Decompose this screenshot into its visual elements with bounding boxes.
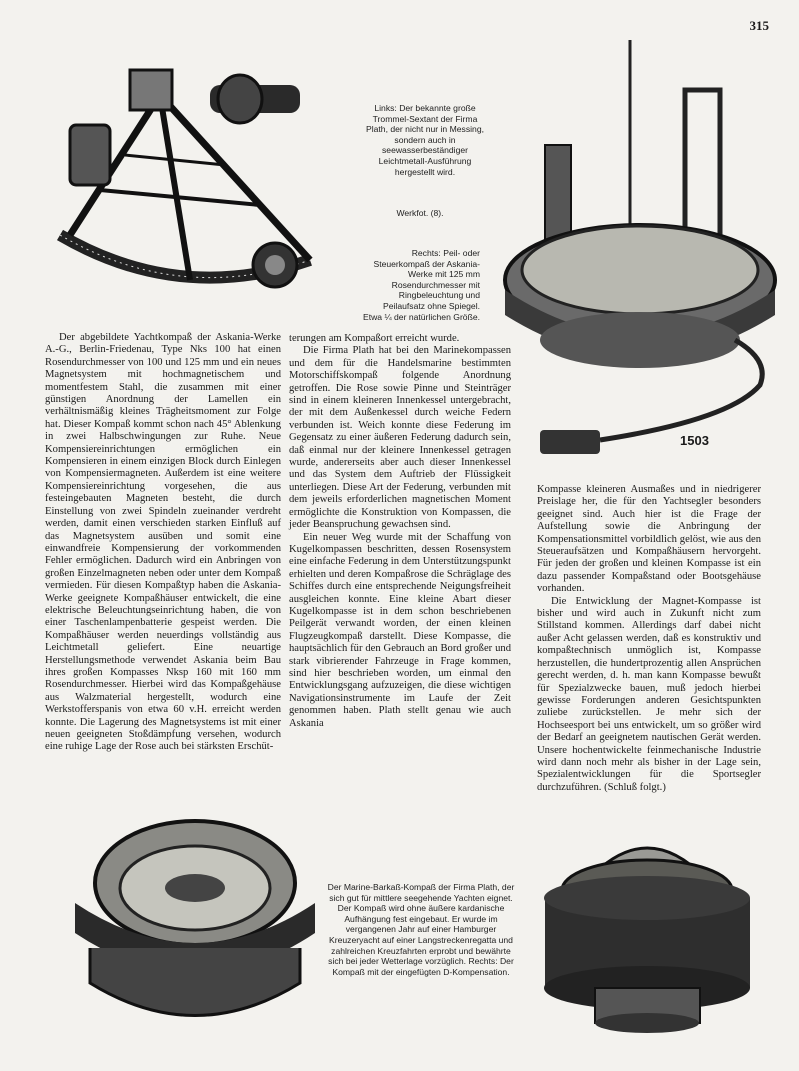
paragraph: Die Firma Plath hat bei den Marinekompassen und dem für die Handelsmarine bestimmten Motorschiffskompaß folgende Anordnung getroffen. Die Rose sowie Pinne und Steinträger sind in einem kleineren Innenkessel untergebracht, der mit dem Außenkessel durch weiche Federn verbunden ist. Weich konnte diese Federung im Gegensatz zu einer äußeren Federung dadurch sein, daß einmal nur der kleinere Innenkessel getragen wurde, andererseits aber auch dieser Innenkessel und das System dem Auftrieb der Flüssigkeit unterliegen. Diese Art der Federung, verbunden mit dem jeweils erforderlichen magnetischen Moment ermöglichte die Konstruktion von Kompassen, die jeder Beanspruchung gewachsen sind. <box>289 345 511 531</box>
sextant-photo <box>40 55 330 310</box>
peilkompass-caption: Rechts: Peil- oder Steuerkompaß der Askania-Werke mit 125 mm Rosendurchmesser mit Ringbeleuchtung und Peilaufsatz ohne Spiegel. Etwa ¼ der natürlichen Größe. <box>362 248 480 322</box>
peilkompass-photo <box>490 40 790 470</box>
photo-credit: Werkfot. (8). <box>396 208 444 218</box>
text-column-3 <box>537 484 761 794</box>
text-column-2 <box>289 333 511 730</box>
text-column-1 <box>45 332 281 754</box>
paragraph: Die Entwicklung der Magnet-Kompasse ist bisher und wird auch in Zukunft nicht zum Stillstand kommen. Allerdings darf dabei nicht außer Acht gelassen werden, daß es konstruktiv und kompaßtechnisch unmöglich ist, Kompasse herzustellen, die hundertprozentig allen Ansprüchen gerecht werden, d. h. man kann Kompasse bewußt für Spezialzwecke bauen, muß jedoch hierbei gewisse Forderungen anderen Gesichtspunkten zuliebe zurückstellen. Je mehr sich der Hochseesport bei uns entwickelt, um so größer wird der Bedarf an geeignetem nautischen Gerät werden. Unsere hochentwickelte feinmechanische Industrie wird dann noch mehr als bisher in der Lage sein, Spezialentwicklungen für die Sportsegler durchzuführen. (Schluß folgt.) <box>537 595 761 793</box>
sextant-caption: Links: Der bekannte große Trommel-Sextant der Firma Plath, der nicht nur in Messing, sondern auch in seewasserbeständiger Leichtmetall-Ausführung hergestellt wird. <box>366 103 484 177</box>
paragraph: Kompasse kleineren Ausmaßes und in niedrigerer Preislage her, die für den Yachtsegler besonders geeignet sind. Auch hier ist die Frage der Aufstellung sowie die Anbringung der Kompensationsmittel vorbildlich gelöst, wie aus den Steueraufsätzen und Kompaßhäusern hervorgeht. Für jeden der großen und kleinen Kompasse ist ein dazu passender Kompaßstand oder Bootsgehäuse vorhanden. <box>537 484 761 595</box>
barkass-compass-photo <box>70 808 320 1040</box>
paragraph: Der abgebildete Yachtkompaß der Askania-Werke A.-G., Berlin-Friedenau, Type Nks 100 hat einen Rosendurchmesser von 100 und 125 mm und ein neues Magnetsystem mit hochmagnetischem und momentfestem Stahl, die zusammen mit einer günstigen Anordnung der Lamellen ein verhältnismäßig kleines Trägheitsmoment zur Folge hat. Dieser Kompaß kommt schon nach 45° Ablenkung in zwei Halbschwingungen zur Ruhe. Neue Kompensiereinrichtungen ermöglichen ein Kompensieren in einem einzigen Block durch Einlegen von Kompensiermagneten. Außerdem ist eine weitere Kompensiereinrichtung vorgesehen, die aus festeingebauten Magneten besteht, die durch Einstellung von zwei Spindeln zueinander verdreht werden, damit einen verschieden starken Einfluß auf das Magnetsystem ausüben und somit eine einwandfreie Kompensierung der vorkommenden Fehler ermöglichen. Dadurch wird ein Anbringen von großen Einzelmagneten neben oder unter dem Kompaß vermieden. Für diesen Kompaßtyp haben die Askania-Werke geeignete Kompaßhäuser entwickelt, die eine elektrische Beleuchtungseinrichtung haben, die von einer Taschenlampenbatterie gespeist werden. Die Kompaßhäuser werden neuerdings vollständig aus Leichtmetall geliefert. Eine neuartige Herstellungsmethode verwendet Askania beim Bau ihres großen Kompasses Nksp 160 mit 160 mm Rosendurchmesser. Hierbei wird das Kompaßgehäuse aus Walzmaterial hergestellt, wodurch eine Werkstofferspanis von etwa 60 v.H. erreicht werden konnte. Die Lagerung des Magnetsystems ist mit einer neuen geeigneten Stoßdämpfung versehen, wodurch eine ruhige Lage der Rose auch bei stärksten Erschüt- <box>45 332 281 753</box>
dcomp-compass-photo <box>535 818 760 1050</box>
paragraph: terungen am Kompaßort erreicht wurde. <box>289 333 460 344</box>
paragraph: Ein neuer Weg wurde mit der Schaffung von Kugelkompassen beschritten, dessen Rosensystem eine einfache Federung in dem Unterstützungspunkt erhielten und deren Kompaßrose die Schräglage des Schiffes durch eine entsprechende Neigungsfreiheit ausgleichen konnte. Eine kleine Abart dieser Kugelkompasse ist in dem schon beschriebenen Peilgerät verwandt worden, der einen kleinen Flugzeugkompaß darstellt. Diese Kompasse, die hauptsächlich für den Gebrauch an Bord großer und stark vibrierender Fahrzeuge in Frage kommen, sind hier beschrieben worden, um einmal den Entwicklungsgang aufzuzeigen, die diese wichtigen Navigationsinstrumente im Laufe der Zeit genommen haben. Plath stellt genau wie auch Askania <box>289 531 511 729</box>
figure-label: 1503 <box>680 433 709 448</box>
page-number: 315 <box>749 18 769 33</box>
barkass-caption: Der Marine-Barkaß-Kompaß der Firma Plath, der sich gut für mittlere seegehende Yachten eignet. Der Kompaß wird ohne äußere kardanische Aufhängung fest eingebaut. Er wurde im vergangenen Jahr auf einer Hamburger Kreuzeryacht auf einer Langstreckenregatta und zahlreichen Kreuzfahrten erprobt und bewährte sich bei jeder Wetterlage vorzüglich. Rechts: Der Kompaß mit der eingefügten D-Kompensation. <box>327 882 515 977</box>
